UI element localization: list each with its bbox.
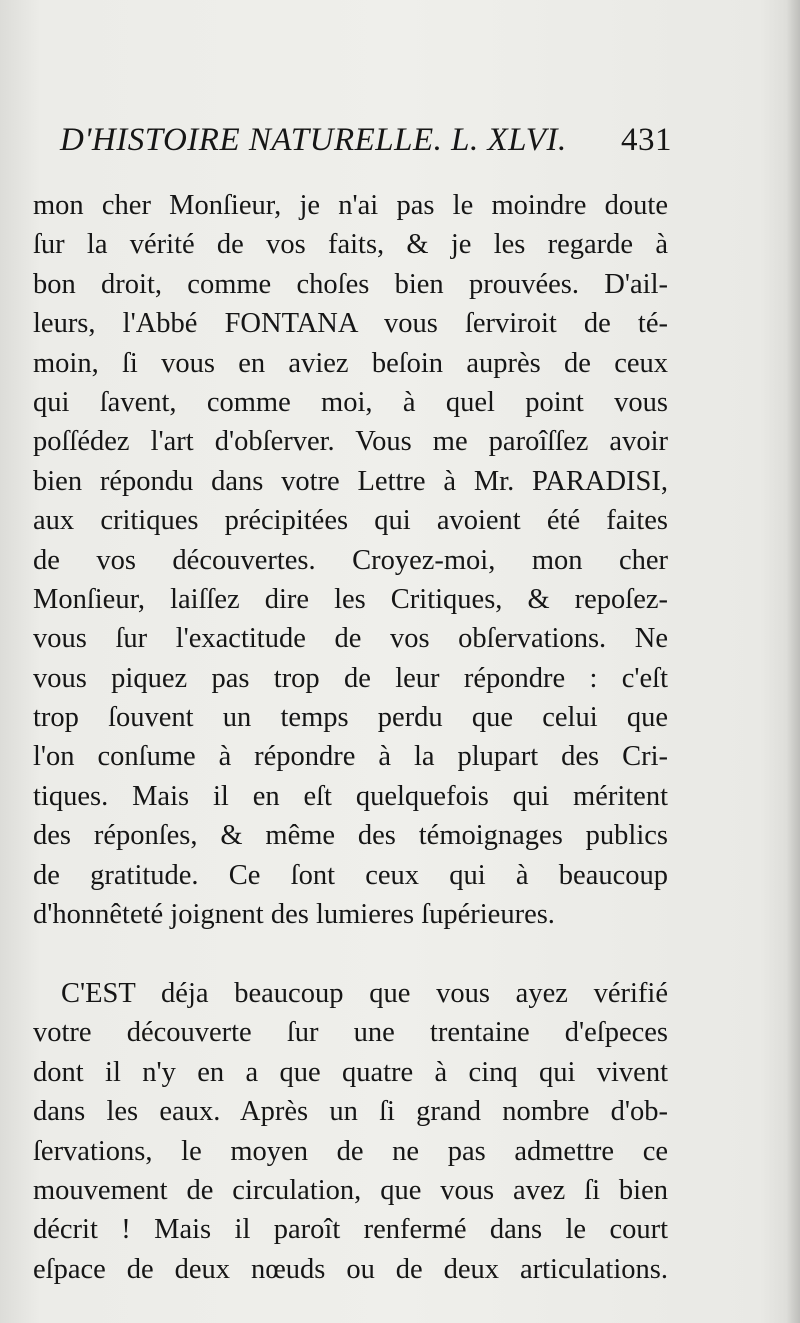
text-line: bien répondu dans votre Lettre à Mr. PARADISI, <box>33 465 668 497</box>
running-header <box>60 122 672 162</box>
text-line: poſſédez l'art d'obſerver. Vous me paroîſſez avoir <box>33 426 668 458</box>
text-line: aux critiques précipitées qui avoient été faites <box>33 505 668 537</box>
text-line: ſervations, le moyen de ne pas admettre ce <box>33 1135 668 1167</box>
text-line: ſur la vérité de vos faits, & je les regarde à <box>33 229 668 261</box>
text-line: dans les eaux. Après un ſi grand nombre d'ob- <box>33 1096 668 1128</box>
text-line: votre découverte ſur une trentaine d'eſpeces <box>33 1017 668 1049</box>
text-line: qui ſavent, comme moi, à quel point vous <box>33 386 668 418</box>
paragraph-1 <box>33 186 668 934</box>
page-number: 431 <box>621 122 672 158</box>
text-line: tiques. Mais il en eſt quelquefois qui méritent <box>33 780 668 812</box>
text-line: de vos découvertes. Croyez-moi, mon cher <box>33 544 668 576</box>
text-line: vous piquez pas trop de leur répondre : c'eſt <box>33 662 668 694</box>
text-line: eſpace de deux nœuds ou de deux articulations. <box>33 1253 668 1285</box>
text-line: des réponſes, & même des témoignages publics <box>33 820 668 852</box>
text-line: leurs, l'Abbé FONTANA vous ſerviroit de té- <box>33 308 668 340</box>
text-line: mon cher Monſieur, je n'ai pas le moindre doute <box>33 190 668 221</box>
text-line: trop ſouvent un temps perdu que celui que <box>33 702 668 734</box>
text-line: moin, ſi vous en aviez beſoin auprès de ceux <box>33 347 668 379</box>
text-line: d'honnêteté joignent des lumieres ſupérieures. <box>33 899 555 931</box>
text-line: Monſieur, laiſſez dire les Critiques, & repoſez- <box>33 583 668 615</box>
text-line: de gratitude. Ce ſont ceux qui à beaucoup <box>33 859 668 891</box>
text-line: dont il n'y en a que quatre à cinq qui vivent <box>33 1056 668 1088</box>
text-line: C'EST déja beaucoup que vous ayez vérifié <box>61 978 668 1009</box>
running-title: D'HISTOIRE NATURELLE. L. XLVI. <box>60 122 567 158</box>
text-line: vous ſur l'exactitude de vos obſervations. Ne <box>33 623 668 655</box>
text-line: bon droit, comme choſes bien prouvées. D'ail- <box>33 268 668 300</box>
text-line: l'on conſume à répondre à la plupart des Cri- <box>33 741 668 773</box>
paragraph-2 <box>33 974 668 1289</box>
text-line: décrit ! Mais il paroît renfermé dans le court <box>33 1214 668 1246</box>
text-line: mouvement de circulation, que vous avez ſi bien <box>33 1174 668 1206</box>
page-edge-shadow <box>786 0 800 1323</box>
